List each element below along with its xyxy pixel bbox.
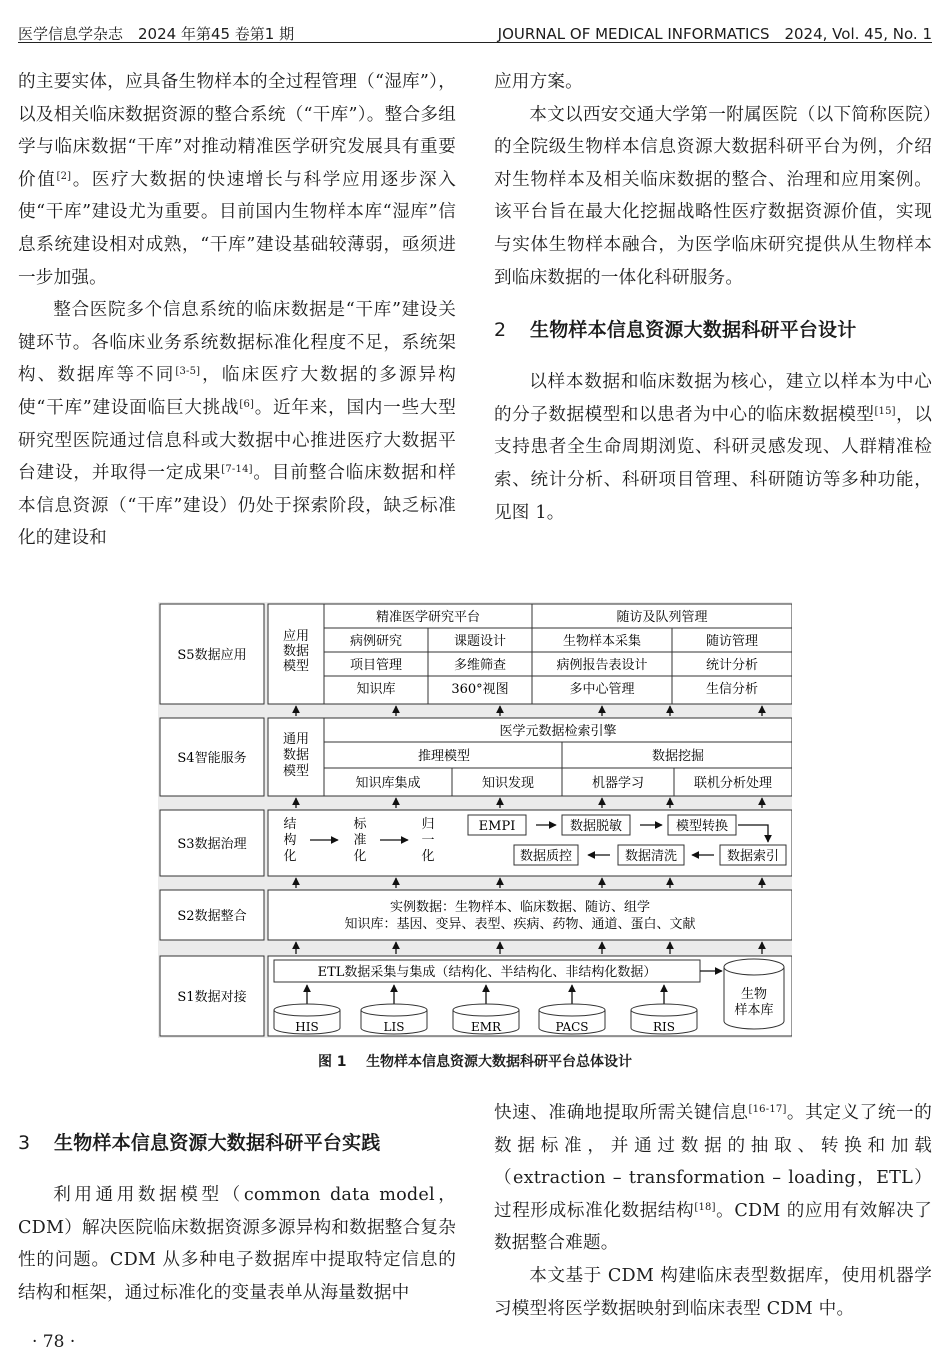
cell: 生信分析 [705, 682, 759, 697]
process-box: 数据索引 [726, 849, 780, 864]
section-number: 3 [18, 1132, 31, 1154]
cell: 联机分析处理 [693, 776, 773, 791]
step-char: 结 [283, 817, 297, 832]
paragraph [18, 66, 456, 294]
text: 。其定义了统一的数据标准，并通过数据的抽取、转换和加载（extraction – transformation – loading，ETL）过程形成标准化数据结构 [494, 1103, 932, 1221]
layer-label: S4智能服务 [177, 751, 247, 766]
biobank-label: 生物 [740, 987, 768, 1002]
cell: 知识库 [356, 682, 396, 697]
layer-s3 [160, 810, 792, 876]
text: 快速、准确地提取所需关键信息 [494, 1103, 749, 1123]
text: ，临床医疗大数据的多源异构使“干库”建设面临巨大挑战 [18, 365, 456, 418]
cell: 360°视图 [451, 682, 509, 697]
cell: 病例报告表设计 [556, 658, 648, 673]
paragraph: 本文基于 CDM 构建临床表型数据库，使用机器学习模型将医学数据映射到临床表型 CDM 中。 [494, 1265, 932, 1319]
step-char: 构 [283, 833, 297, 848]
step-char: 标 [353, 817, 367, 832]
cell: 多维筛查 [453, 658, 507, 673]
layer-s5 [160, 604, 792, 704]
model-label: 模型 [282, 764, 310, 779]
cell: 知识库集成 [355, 776, 421, 791]
text: 。近年来，国内一些大型研究型医院通过信息科或大数据中心推进医疗大数据平台建设，并取得一定成果 [18, 397, 457, 484]
integration-line: 实例数据：生物样本、临床数据、随访、组学 [389, 900, 651, 915]
layer-label: S5数据应用 [177, 648, 247, 663]
data-source: PACS [555, 1020, 589, 1034]
model-label: 数据 [282, 748, 310, 763]
caption-text: 生物样本信息资源大数据科研平台总体设计 [366, 1054, 633, 1070]
layer-s4 [160, 718, 792, 796]
step-char: 化 [283, 849, 297, 864]
citation: [3-5] [175, 366, 201, 378]
biobank-label: 样本库 [734, 1003, 774, 1018]
cell: 统计分析 [705, 658, 759, 673]
layer-label: S1数据对接 [177, 990, 247, 1005]
page-number: · 78 · [32, 1332, 76, 1352]
step-char: 化 [353, 849, 367, 864]
running-header [18, 16, 932, 44]
group-label: 推理模型 [417, 749, 471, 764]
paragraph: 利用通用数据模型（common data model，CDM）解决医院临床数据资源多源异构和数据整合复杂性的问题。CDM 从多种电子数据库中提取特定信息的结构和框架，通过标准化的变量表单从海量数据中 [18, 1185, 456, 1303]
engine-label: 医学元数据检索引擎 [499, 724, 617, 739]
process-box: 数据清洗 [624, 849, 678, 864]
group-label: 数据挖掘 [651, 749, 705, 764]
data-source: EMR [470, 1020, 502, 1034]
header-journal-cn: 医学信息学杂志 2024 年第45 卷第1 期 [18, 25, 295, 43]
etl-label: ETL数据采集与集成（结构化、半结构化、非结构化数据） [317, 965, 657, 980]
text: ，以支持患者全生命周期浏览、科研灵感发现、人群精准检索、统计分析、科研项目管理、科研随访等多种功能，见图 1。 [494, 404, 932, 523]
text: 。目前整合临床数据和样本信息资源（“干库”建设）仍处于探索阶段，缺乏标准化的建设和 [18, 463, 456, 549]
text: 整合医院多个信息系统的临床数据是“干库”建设关键环节。各临床业务系统数据标准化程度不足，系统架构、数据库等不同 [18, 300, 456, 386]
step-char: 准 [353, 833, 367, 848]
section-title: 生物样本信息资源大数据科研平台设计 [530, 319, 857, 342]
left-column-bottom [18, 1097, 456, 1309]
paragraph [494, 366, 932, 529]
process-box: 模型转换 [675, 819, 729, 834]
paragraph [18, 294, 456, 555]
group-label: 随访及队列管理 [616, 610, 708, 625]
figure-1-diagram [158, 602, 792, 1038]
paragraph [494, 1097, 932, 1260]
citation: [18] [694, 1201, 716, 1213]
layer-label: S3数据治理 [177, 837, 247, 852]
right-column-bottom [494, 1097, 932, 1325]
data-source: HIS [295, 1020, 319, 1034]
text: 的主要实体，应具备生物样本的全过程管理（“湿库”），以及相关临床数据资源的整合系统（“干库”）。整合多组学与临床数据“干库”对推动精准医学研究发展具有重要价值 [18, 72, 456, 190]
citation: [6] [239, 398, 255, 410]
citation: [2] [56, 170, 72, 182]
model-label: 通用 [282, 732, 310, 747]
step-char: 一 [421, 833, 435, 848]
section-heading-3 [18, 1127, 456, 1159]
right-column-top [494, 66, 932, 529]
process-box: 数据脱敏 [569, 819, 623, 834]
step-char: 化 [421, 849, 435, 864]
header-journal-en: JOURNAL OF MEDICAL INFORMATICS 2024, Vol. 45, No. 1 [497, 25, 932, 43]
layer-s1 [160, 956, 792, 1036]
model-label: 模型 [282, 659, 310, 674]
section-heading-2 [494, 314, 932, 346]
process-box: 数据质控 [519, 849, 573, 864]
layer-label: S2数据整合 [177, 909, 247, 924]
cell: 随访管理 [705, 634, 759, 649]
data-source: LIS [383, 1020, 405, 1034]
cell: 机器学习 [591, 776, 645, 791]
section-number: 2 [494, 319, 507, 342]
header-rule [18, 42, 932, 43]
citation: [15] [874, 405, 896, 417]
figure-caption [0, 1051, 950, 1071]
left-column-top [18, 66, 456, 555]
cell: 生物样本采集 [562, 634, 642, 649]
section-title: 生物样本信息资源大数据科研平台实践 [54, 1132, 381, 1154]
model-label: 数据 [282, 644, 310, 659]
text: 。CDM 的应用有效解决了数据整合难题。 [494, 1200, 933, 1254]
integration-line: 知识库：基因、变异、表型、疾病、药物、通道、蛋白、文献 [344, 917, 696, 932]
layer-s2 [160, 890, 792, 940]
cell: 病例研究 [349, 634, 403, 649]
cell: 多中心管理 [569, 682, 635, 697]
cell: 课题设计 [453, 634, 507, 649]
group-label: 精准医学研究平台 [375, 610, 481, 625]
caption-label: 图 1 [317, 1054, 347, 1070]
citation: [16-17] [748, 1104, 787, 1115]
process-box: EMPI [478, 819, 516, 834]
paragraph: 应用方案。 [494, 72, 583, 92]
text: 。医疗大数据的快速增长与科学应用逐步深入使“干库”建设尤为重要。目前国内生物样本库“湿库”信息系统建设相对成熟，“干库”建设基础较薄弱，亟须进一步加强。 [18, 169, 456, 288]
paragraph: 本文以西安交通大学第一附属医院（以下简称医院）的全院级生物样本信息资源大数据科研平台为例，介绍对生物样本及相关临床数据的整合、治理和应用案例。该平台旨在最大化挖掘战略性医疗数据资源价值，实现与实体生物样本融合，为医学临床研究提供从生物样本到临床数据的一体化科研服务。 [494, 104, 932, 288]
citation: [7-14] [221, 464, 253, 476]
text: 以样本数据和临床数据为核心，建立以样本为中心的分子数据模型和以患者为中心的临床数据模型 [494, 372, 932, 425]
step-char: 归 [421, 817, 435, 832]
cell: 项目管理 [349, 658, 403, 673]
data-source: RIS [653, 1020, 675, 1034]
cell: 知识发现 [481, 776, 535, 791]
model-label: 应用 [282, 629, 310, 644]
